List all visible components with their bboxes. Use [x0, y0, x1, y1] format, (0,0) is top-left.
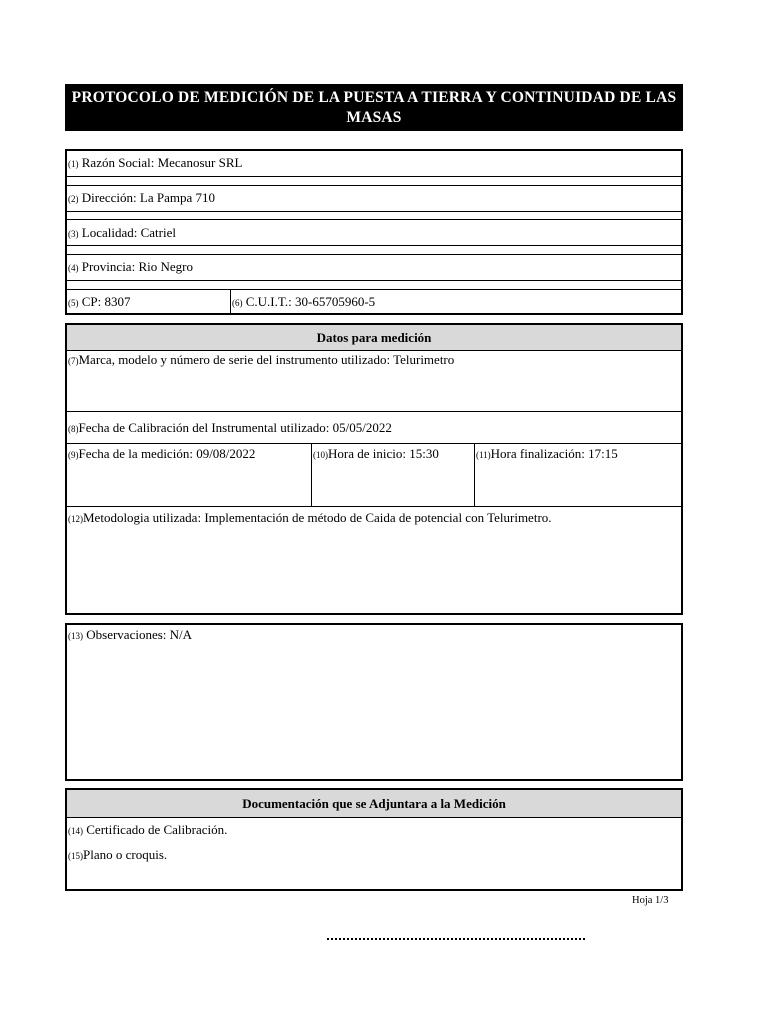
observaciones-label: Observaciones: — [86, 627, 167, 642]
signature-line — [327, 938, 585, 940]
hora-inicio-value: 15:30 — [409, 446, 439, 461]
field-number: (9) — [68, 450, 79, 460]
provincia-value: Rio Negro — [138, 259, 193, 274]
localidad-label: Localidad: — [81, 225, 138, 240]
cuit-cell — [232, 294, 375, 310]
cp-cell — [68, 294, 131, 310]
cp-label: CP: — [81, 294, 102, 309]
doc-item-text: Plano o croquis. — [83, 847, 168, 862]
calibracion-value: 05/05/2022 — [332, 420, 392, 435]
field-number: (7) — [68, 356, 79, 366]
doc-item-plano — [68, 847, 167, 863]
instrumento-label: Marca, modelo y número de serie del instrumento utilizado: — [78, 352, 391, 367]
field-number: (15) — [68, 851, 83, 861]
field-number: (10) — [313, 450, 328, 460]
metodologia-value: Implementación de método de Caida de potencial con Telurimetro. — [204, 510, 552, 525]
provincia-row — [68, 259, 193, 275]
direccion-value: La Pampa 710 — [139, 190, 215, 205]
cuit-value: 30-65705960-5 — [294, 294, 376, 309]
fecha-medicion-value: 09/08/2022 — [196, 446, 256, 461]
observations-section — [65, 623, 683, 781]
hora-fin-label: Hora finalización: — [490, 446, 585, 461]
hora-inicio-cell — [313, 446, 439, 462]
doc-item-text: Certificado de Calibración. — [86, 822, 228, 837]
field-number: (14) — [68, 826, 83, 836]
instrumento-value: Telurimetro — [393, 352, 455, 367]
observaciones-row — [68, 627, 192, 643]
field-number: (11) — [476, 450, 491, 460]
razon-social-row — [68, 155, 242, 171]
field-number: (4) — [68, 263, 79, 273]
metodologia-row — [68, 510, 552, 526]
page-number: Hoja 1/3 — [632, 895, 669, 906]
doc-item-certificado — [68, 822, 227, 838]
direccion-row — [68, 190, 215, 206]
field-number: (3) — [68, 229, 79, 239]
localidad-row — [68, 225, 176, 241]
field-number: (5) — [68, 298, 79, 308]
razon-social-label: Razón Social: — [81, 155, 155, 170]
documentation-header: Documentación que se Adjuntara a la Medición — [67, 790, 681, 818]
measurement-header: Datos para medición — [67, 325, 681, 351]
hora-inicio-label: Hora de inicio: — [328, 446, 406, 461]
fecha-medicion-label: Fecha de la medición: — [78, 446, 193, 461]
direccion-label: Dirección: — [81, 190, 137, 205]
observaciones-value: N/A — [169, 627, 193, 642]
localidad-value: Catriel — [140, 225, 176, 240]
field-number: (1) — [68, 159, 79, 169]
calibracion-row — [68, 420, 392, 436]
cp-value: 8307 — [104, 294, 131, 309]
field-number: (6) — [232, 298, 243, 308]
fecha-medicion-cell — [68, 446, 255, 462]
hora-fin-value: 17:15 — [588, 446, 618, 461]
field-number: (8) — [68, 424, 79, 434]
calibracion-label: Fecha de Calibración del Instrumental utilizado: — [78, 420, 330, 435]
hora-fin-cell — [476, 446, 618, 462]
document-title: PROTOCOLO DE MEDICIÓN DE LA PUESTA A TIERRA Y CONTINUIDAD DE LAS MASAS — [65, 84, 683, 131]
instrumento-row — [68, 352, 454, 368]
field-number: (2) — [68, 194, 79, 204]
cuit-label: C.U.I.T.: — [245, 294, 292, 309]
provincia-label: Provincia: — [81, 259, 136, 274]
measurement-data-section — [65, 323, 683, 615]
company-info-section — [65, 149, 683, 315]
documentation-section — [65, 788, 683, 891]
field-number: (12) — [68, 514, 83, 524]
razon-social-value: Mecanosur SRL — [157, 155, 243, 170]
field-number: (13) — [68, 631, 83, 641]
metodologia-label: Metodologia utilizada: — [83, 510, 202, 525]
